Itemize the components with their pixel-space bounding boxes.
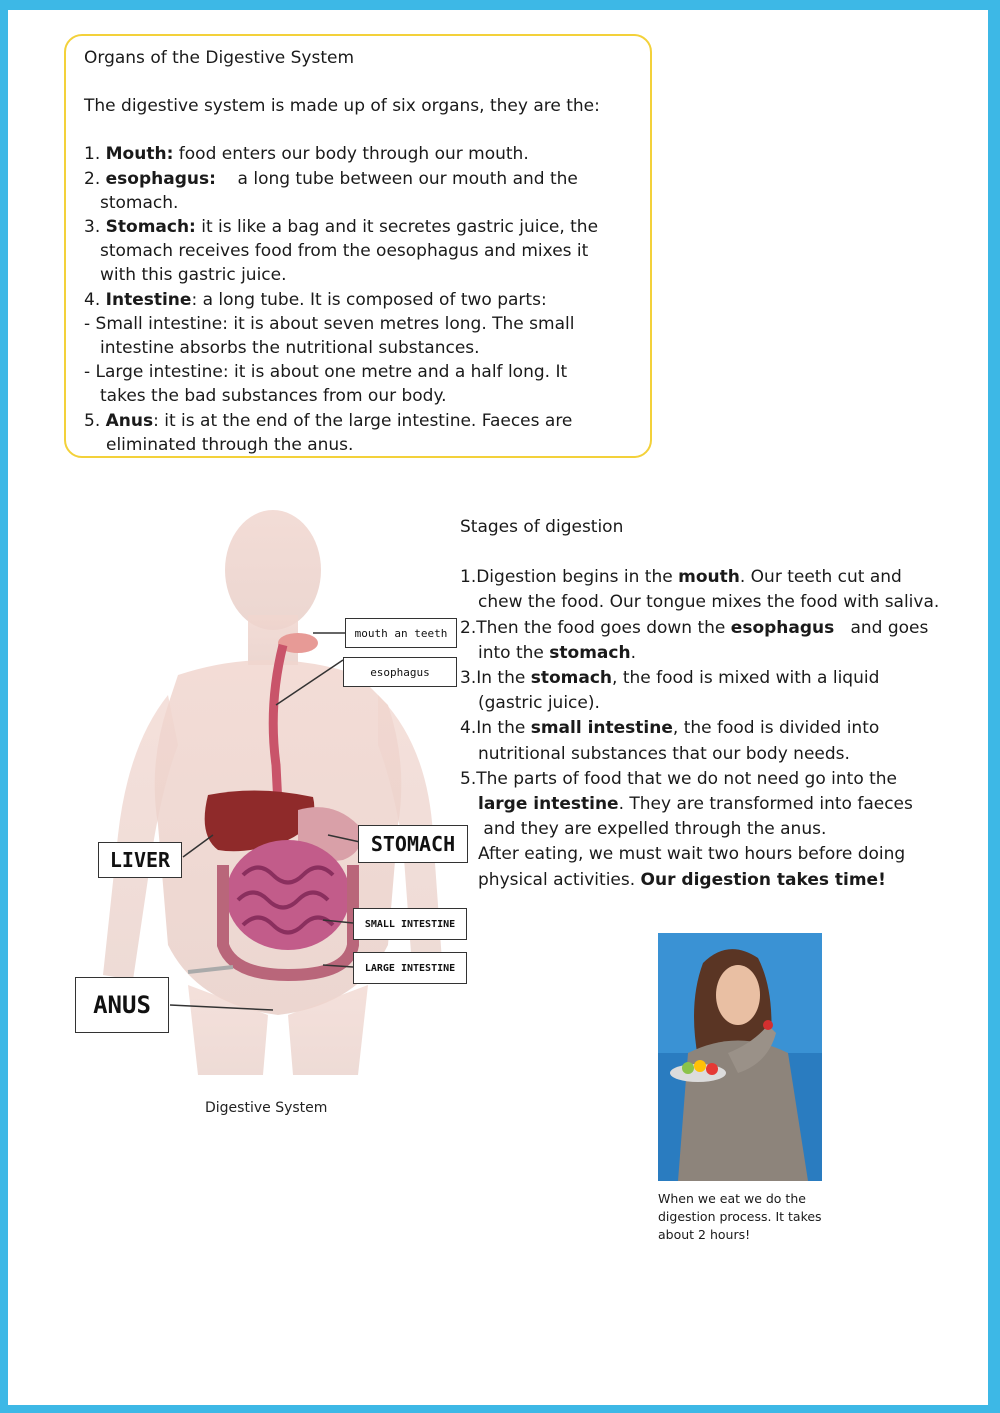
stage-5: [460, 767, 990, 893]
diagram-caption: Digestive System: [205, 1100, 328, 1116]
stage-keyword: mouth: [678, 567, 740, 588]
closing-text-cont: [460, 868, 990, 893]
organ-list: [84, 142, 636, 457]
stage-text: .: [630, 642, 636, 663]
stage-text: , the food is divided into: [672, 718, 880, 739]
organs-intro: The digestive system is made up of six organs, they are the:: [84, 96, 600, 117]
item-text: it is like a bag and it secretes gastric juice, the: [195, 217, 599, 238]
label-small-intestine: SMALL INTESTINE: [353, 908, 467, 940]
stage-text-cont: and they are expelled through the anus.: [478, 819, 827, 840]
stage-keyword: stomach: [549, 642, 631, 663]
item-number: 2.: [84, 168, 101, 189]
stage-keyword: esophagus: [730, 617, 835, 638]
stage-2: [460, 616, 990, 666]
woman-eating-photo: [658, 933, 822, 1181]
list-item: [84, 360, 636, 408]
stage-4: [460, 716, 990, 766]
stage-text: . Our teeth cut and: [739, 567, 902, 588]
organs-info-box: [64, 34, 652, 458]
list-item: [84, 167, 636, 215]
item-text: food enters our body through our mouth.: [173, 144, 529, 165]
item-term: Mouth:: [105, 144, 174, 165]
stage-1: [460, 565, 990, 615]
large-intestine-text-cont: takes the bad substances from our body.: [100, 386, 447, 407]
stage-text: , the food is mixed with a liquid: [612, 668, 880, 689]
worksheet-page: [8, 10, 988, 1405]
label-liver: LIVER: [98, 842, 182, 878]
organs-title: Organs of the Digestive System: [84, 48, 355, 68]
item-term: Anus: [105, 410, 154, 431]
label-large-intestine: LARGE INTESTINE: [353, 952, 467, 984]
stage-text: 3.In the: [460, 668, 531, 689]
large-intestine-text: - Large intestine: it is about one metre and a half long. It: [84, 362, 568, 383]
list-item: [84, 409, 636, 457]
stages-title: Stages of digestion: [460, 517, 624, 537]
item-number: 5.: [84, 410, 101, 431]
item-text-cont: stomach.: [100, 192, 179, 213]
item-term: esophagus:: [105, 168, 216, 189]
item-term: Intestine: [105, 289, 192, 310]
stages-section: [460, 515, 990, 893]
small-intestine-text-cont: intestine absorbs the nutritional substances.: [100, 338, 480, 359]
stage-text-cont: [460, 792, 990, 817]
closing-emphasis: Our digestion takes time!: [640, 869, 886, 890]
stage-3: [460, 666, 990, 716]
closing-text: physical activities.: [478, 869, 641, 890]
item-number: 1.: [84, 144, 101, 165]
stage-text: and goes: [834, 617, 929, 638]
list-item: [84, 288, 636, 312]
item-text-cont: stomach receives food from the oesophagus and mixes it: [100, 241, 589, 262]
small-intestine-text: - Small intestine: it is about seven metres long. The small: [84, 313, 575, 334]
label-mouth: mouth an teeth: [345, 618, 457, 648]
stage-text: . They are transformed into faeces: [618, 794, 913, 815]
list-item: [84, 142, 636, 166]
stage-keyword: small intestine: [530, 718, 673, 739]
stage-keyword: large intestine: [478, 794, 619, 815]
stage-text: 4.In the: [460, 718, 531, 739]
list-item: [84, 312, 636, 360]
item-text-cont: eliminated through the anus.: [106, 434, 354, 455]
stage-text-cont: chew the food. Our tongue mixes the food with saliva.: [478, 592, 940, 613]
item-text: a long tube between our mouth and the: [215, 168, 578, 189]
item-text-cont: with this gastric juice.: [100, 265, 287, 286]
label-anus: ANUS: [75, 977, 169, 1033]
stage-keyword: stomach: [530, 668, 613, 689]
item-term: Stomach:: [105, 217, 196, 238]
photo-image: [658, 933, 822, 1181]
stage-text: 2.Then the food goes down the: [460, 617, 731, 638]
stage-text: 5.The parts of food that we do not need go into the: [460, 768, 898, 789]
list-item: [84, 215, 636, 288]
label-esophagus: esophagus: [343, 657, 457, 687]
closing-text: After eating, we must wait two hours before doing: [478, 844, 906, 865]
item-number: 4.: [84, 289, 101, 310]
stage-text-cont: nutritional substances that our body needs.: [478, 743, 850, 764]
stage-text-cont: [460, 641, 990, 666]
item-text: : it is at the end of the large intestine. Faeces are: [153, 410, 573, 431]
digestive-system-diagram: [58, 505, 478, 1105]
label-stomach: STOMACH: [358, 825, 468, 863]
item-text: : a long tube. It is composed of two parts:: [191, 289, 547, 310]
item-number: 3.: [84, 217, 101, 238]
stage-text: into the: [478, 642, 550, 663]
stage-text: 1.Digestion begins in the: [460, 567, 679, 588]
stage-text-cont: (gastric juice).: [478, 693, 600, 714]
photo-caption: When we eat we do the digestion process. It takes about 2 hours!: [658, 1191, 822, 1242]
